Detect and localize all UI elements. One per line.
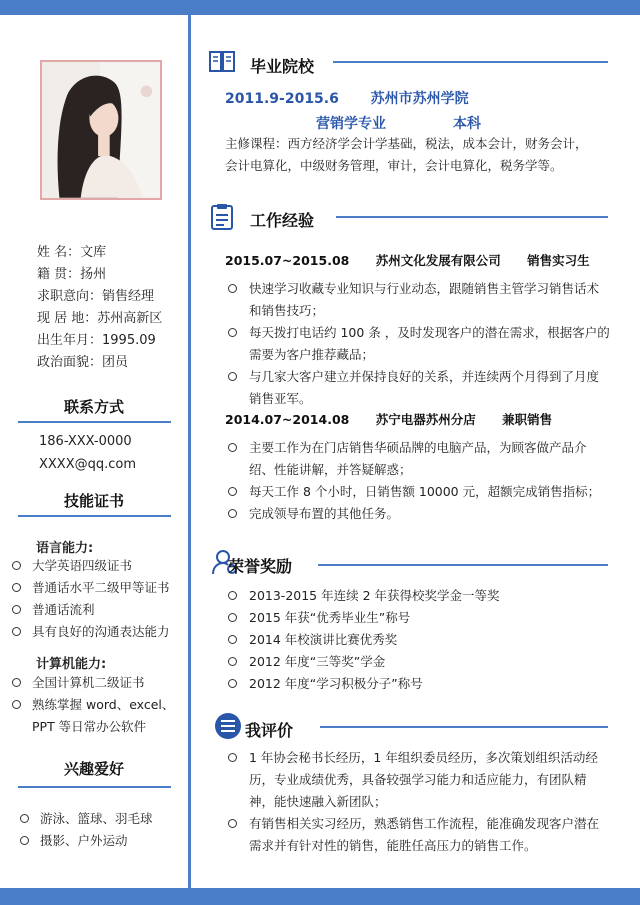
bullet-circle-icon	[228, 819, 237, 828]
bullet-circle-icon	[228, 613, 237, 622]
list-item: 具有良好的沟通表达能力	[12, 621, 170, 643]
self-eval-heading: 我评价	[245, 721, 294, 740]
work-rule	[336, 216, 608, 218]
bullet-circle-icon	[228, 679, 237, 688]
clipboard-icon	[207, 203, 237, 231]
bullet-circle-icon	[228, 284, 237, 293]
list-item: 完成领导布置的其他任务。	[225, 503, 610, 525]
bullet-circle-icon	[228, 591, 237, 600]
bullet-circle-icon	[228, 509, 237, 518]
bottom-band	[0, 888, 640, 905]
language-list	[12, 555, 170, 643]
bullet-circle-icon	[228, 635, 237, 644]
list-circle-icon	[213, 712, 243, 740]
job-duties	[225, 278, 610, 410]
work-heading: 工作经验	[250, 211, 315, 230]
job-duties	[225, 437, 610, 525]
job-role: 销售实习生	[527, 253, 590, 268]
education-school: 苏州市苏州学院	[370, 91, 469, 107]
list-item: 每天拨打电话约 100 条 ，及时发现客户的潜在需求，根据客户的需要为客户推荐藏品；	[225, 322, 610, 366]
self-eval-rule	[320, 726, 608, 728]
bullet-circle-icon	[12, 605, 21, 614]
list-item: 2013-2015 年连续 2 年获得校奖学金一等奖	[225, 585, 610, 607]
contact-phone: 186-XXX-0000	[39, 434, 132, 449]
education-period-school	[225, 88, 469, 108]
computer-list	[12, 672, 174, 738]
book-icon	[207, 47, 237, 75]
list-item: 快速学习收藏专业知识与行业动态，跟随销售主管学习销售话术和销售技巧；	[225, 278, 610, 322]
education-courses	[225, 133, 610, 177]
list-item: 2015 年获“优秀毕业生”称号	[225, 607, 610, 629]
list-item: 1 年协会秘书长经历，1 年组织委员经历，多次策划组织活动经历，专业成绩优秀，具备较强学习能力和适应能力，有团队精神，能快速融入新团队；	[225, 747, 610, 813]
list-item: 大学英语四级证书	[12, 555, 170, 577]
computer-label: 计算机能力:	[36, 657, 107, 672]
portrait-image	[42, 62, 160, 198]
job-period: 2015.07~2015.08	[225, 253, 350, 268]
list-item: 普通话水平二级甲等证书	[12, 577, 170, 599]
list-item: 摄影、户外运动	[20, 830, 153, 852]
bullet-circle-icon	[12, 627, 21, 636]
job-company: 苏宁电器苏州分店	[375, 412, 476, 427]
profile-photo	[40, 60, 162, 200]
hobbies-rule	[18, 786, 171, 788]
list-item: 2012 年度“学习积极分子”称号	[225, 673, 610, 695]
education-degree: 本科	[453, 116, 481, 132]
self-eval-list	[225, 747, 610, 857]
awards-heading: 荣誉奖励	[228, 557, 293, 576]
birth-row: 出生年月：1995.09	[37, 333, 156, 348]
list-item: 普通话流利	[12, 599, 170, 621]
list-item: 与几家大客户建立并保持良好的关系，并连续两个月得到了月度销售亚军。	[225, 366, 610, 410]
name-row: 姓 名：文库	[37, 245, 107, 260]
bullet-circle-icon	[12, 583, 21, 592]
awards-rule	[318, 564, 608, 566]
bullet-circle-icon	[228, 657, 237, 666]
list-item: 每天工作 8 个小时，日销售额 10000 元，超额完成销售指标；	[225, 481, 610, 503]
bullet-circle-icon	[228, 753, 237, 762]
job-header	[225, 410, 574, 428]
list-item: 2014 年校演讲比赛优秀奖	[225, 629, 610, 651]
bullet-circle-icon	[20, 814, 29, 823]
bullet-circle-icon	[228, 328, 237, 337]
politics-row: 政治面貌：团员	[37, 355, 129, 370]
list-item: 主要工作为在门店销售华硕品牌的电脑产品，为顾客做产品介绍、性能讲解，并答疑解惑；	[225, 437, 610, 481]
bullet-circle-icon	[228, 487, 237, 496]
courses-line-2: 会计电算化，中级财务管理，审计，会计电算化，税务学等。	[225, 158, 563, 173]
education-rule	[333, 61, 608, 63]
hobbies-heading: 兴趣爱好	[63, 760, 124, 778]
skills-rule	[18, 515, 171, 517]
courses-line-1: 主修课程：西方经济学会计学基础，税法，成本会计，财务会计，	[225, 136, 588, 151]
job-company: 苏州文化发展有限公司	[375, 253, 501, 268]
job-header	[225, 251, 612, 269]
top-band	[0, 0, 640, 15]
list-item: 2012 年度“三等奖”学金	[225, 651, 610, 673]
bullet-circle-icon	[228, 372, 237, 381]
education-heading: 毕业院校	[250, 57, 315, 76]
bullet-circle-icon	[20, 836, 29, 845]
contact-email: XXXX@qq.com	[39, 457, 137, 472]
list-item: 有销售相关实习经历，熟悉销售工作流程，能准确发现客户潜在需求并有针对性的销售，能胜任高压力的销售工作。	[225, 813, 610, 857]
job-role: 兼职销售	[502, 412, 553, 427]
education-period: 2011.9-2015.6	[225, 91, 339, 107]
objective-row: 求职意向：销售经理	[37, 289, 155, 304]
bullet-circle-icon	[12, 678, 21, 687]
contact-rule	[18, 421, 171, 423]
bullet-circle-icon	[12, 561, 21, 570]
list-item: 游泳、篮球、羽毛球	[20, 808, 153, 830]
job-period: 2014.07~2014.08	[225, 412, 350, 427]
awards-list	[225, 585, 610, 695]
language-label: 语言能力:	[36, 541, 94, 556]
list-item: 全国计算机二级证书	[12, 672, 174, 694]
contact-heading: 联系方式	[63, 398, 124, 416]
hobbies-list	[20, 808, 153, 852]
education-major: 营销学专业	[316, 116, 386, 132]
personal-info	[37, 242, 162, 374]
bullet-circle-icon	[12, 700, 21, 709]
skills-heading: 技能证书	[63, 492, 124, 510]
list-item-continued: PPT 等日常办公软件	[32, 719, 147, 734]
column-divider	[188, 15, 191, 888]
origin-row: 籍 贯：扬州	[37, 267, 107, 282]
residence-row: 现 居 地：苏州高新区	[37, 311, 163, 326]
list-item: 熟练掌握 word、excel、	[12, 694, 174, 716]
bullet-circle-icon	[228, 443, 237, 452]
